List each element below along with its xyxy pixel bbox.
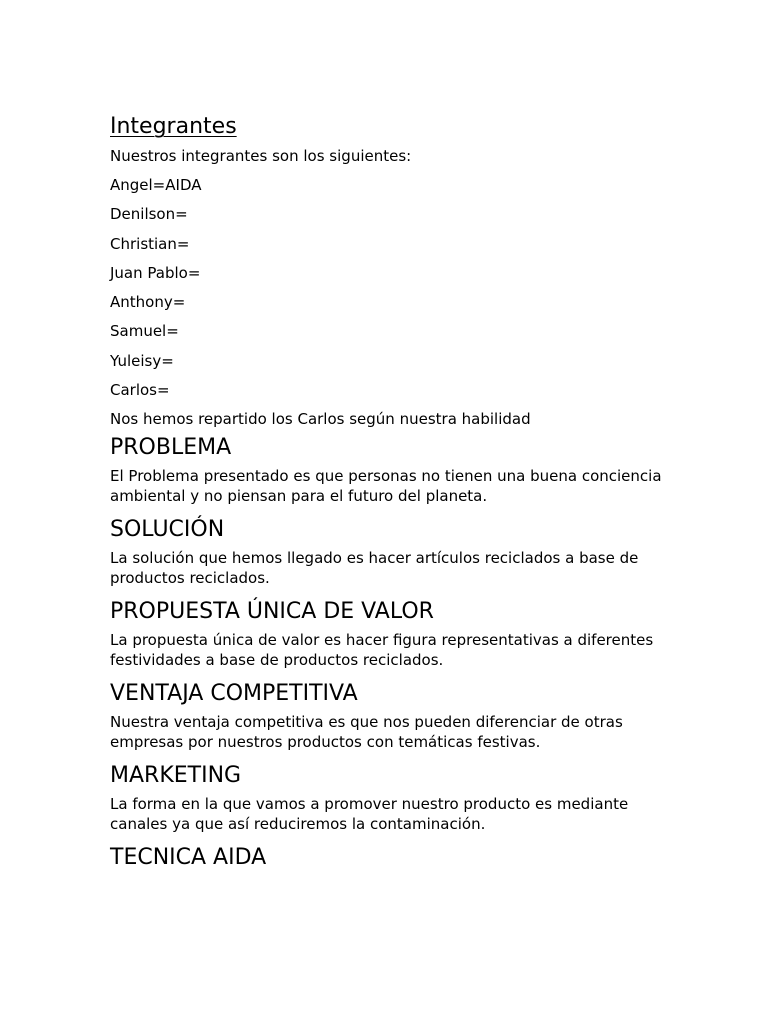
intro-text: Nuestros integrantes son los siguientes:: [110, 147, 412, 165]
member-item: Yuleisy=: [110, 351, 174, 370]
section-heading: PROBLEMA: [110, 435, 232, 461]
section-body: El Problema presentado es que personas no tienen una buena conciencia ambiental y no piensan para el futuro del planeta.: [110, 467, 662, 505]
member-item: Samuel=: [110, 322, 179, 341]
section-solucion: [110, 515, 670, 588]
section-heading: PROPUESTA ÚNICA DE VALOR: [110, 599, 434, 625]
section-body: La propuesta única de valor es hacer figura representativas a diferentes festividades a base de productos reciclados.: [110, 631, 654, 669]
section-ventaja: [110, 679, 670, 752]
member-item: Christian=: [110, 234, 190, 253]
section-heading: SOLUCIÓN: [110, 517, 225, 543]
section-marketing: [110, 761, 670, 834]
section-heading: VENTAJA COMPETITIVA: [110, 681, 358, 707]
section-propuesta: [110, 597, 670, 670]
section-body: La solución que hemos llegado es hacer artículos reciclados a base de productos reciclados.: [110, 549, 639, 587]
section-problema: [110, 433, 670, 506]
member-item: Angel=AIDA: [110, 176, 202, 194]
document-page: [110, 112, 670, 877]
members-list: [110, 175, 670, 400]
distribution-note: Nos hemos repartido los Carlos según nuestra habilidad: [110, 410, 531, 429]
member-item: Denilson=: [110, 205, 188, 224]
document-title: Integrantes: [110, 114, 237, 139]
section-heading: MARKETING: [110, 763, 242, 789]
section-body: La forma en la que vamos a promover nuestro producto es mediante canales ya que así reduciremos la contaminación.: [110, 795, 629, 833]
member-item: Anthony=: [110, 293, 186, 312]
member-item: Juan Pablo=: [110, 263, 201, 282]
section-body: Nuestra ventaja competitiva es que nos pueden diferenciar de otras empresas por nuestros productos con temáticas festivas.: [110, 713, 623, 751]
section-tecnica-aida: [110, 843, 670, 873]
section-heading: TECNICA AIDA: [110, 845, 267, 871]
member-item: Carlos=: [110, 381, 170, 400]
